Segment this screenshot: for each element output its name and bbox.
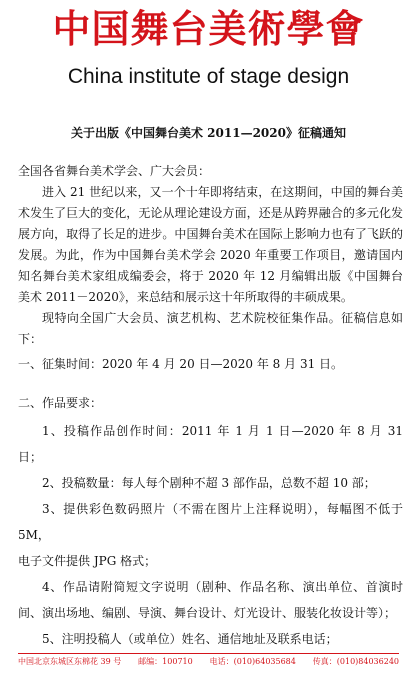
institute-logo-english: China institute of stage design xyxy=(67,65,350,88)
paragraph-call: 现特向全国广大会员、演艺机构、艺术院校征集作品。征稿信息如下： xyxy=(18,311,403,346)
letterhead xyxy=(0,0,417,100)
section-collection-period: 一、征集时间：2020 年 4 月 20 日—2020 年 8 月 31 日。 xyxy=(18,357,344,371)
paragraph-intro: 进入 21 世纪以来，又一个十年即将结束，在这期间，中国的舞台美术发生了巨大的变化，无论从理论建设方面，还是从跨界融合的多元化发展方向，取得了长足的进步。中国舞台美术在国际上影响力也有了飞跃的发展。为此，作为中国舞台美术学会 2020 年重要工作项目，邀请国内知名舞台美术家组成编委会，将于 2020 年 12 月编辑出版《中国舞台美术 2011－2020》，来总结和展示这十年所取得的丰硕成果。 xyxy=(18,185,403,304)
footer-address: 中国北京东城区东棉花 39 号 xyxy=(18,657,122,666)
requirement-item: 3、提供彩色数码照片（不需在图片上注释说明），每幅图不低于 5M， xyxy=(18,502,403,542)
requirement-item: 1、投稿作品创作时间：2011 年 1 月 1 日—2020 年 8 月 31 日； xyxy=(18,424,403,464)
footer-divider xyxy=(18,653,399,654)
footer-fax: 传真：(010)84036240 xyxy=(312,657,399,666)
requirement-item-continued: 电子文件提供 JPG 格式； xyxy=(18,554,157,568)
section-requirements-heading: 二、作品要求： xyxy=(18,396,103,410)
footer-phone: 电话：(010)64035684 xyxy=(209,657,296,666)
institute-logo-chinese: 中国舞台美術學會 xyxy=(52,6,365,51)
salutation: 全国各省舞台美术学会、广大会员： xyxy=(18,164,211,178)
requirement-item: 4、作品请附简短文字说明（剧种、作品名称、演出单位、首演时间、演出场地、编剧、导演、舞台设计、灯光设计、服装化妆设计等）； xyxy=(18,580,403,620)
footer-postcode: 邮编：100710 xyxy=(138,657,193,666)
document-body xyxy=(18,161,403,652)
document-title: 关于出版《中国舞台美术 2011—2020》征稿通知 xyxy=(71,126,346,140)
requirement-item: 5、注明投稿人（或单位）姓名、通信地址及联系电话； xyxy=(42,632,338,646)
requirement-item: 2、投稿数量：每人每个剧种不超 3 部作品，总数不超 10 部； xyxy=(42,476,376,490)
footer-contact xyxy=(18,656,399,668)
